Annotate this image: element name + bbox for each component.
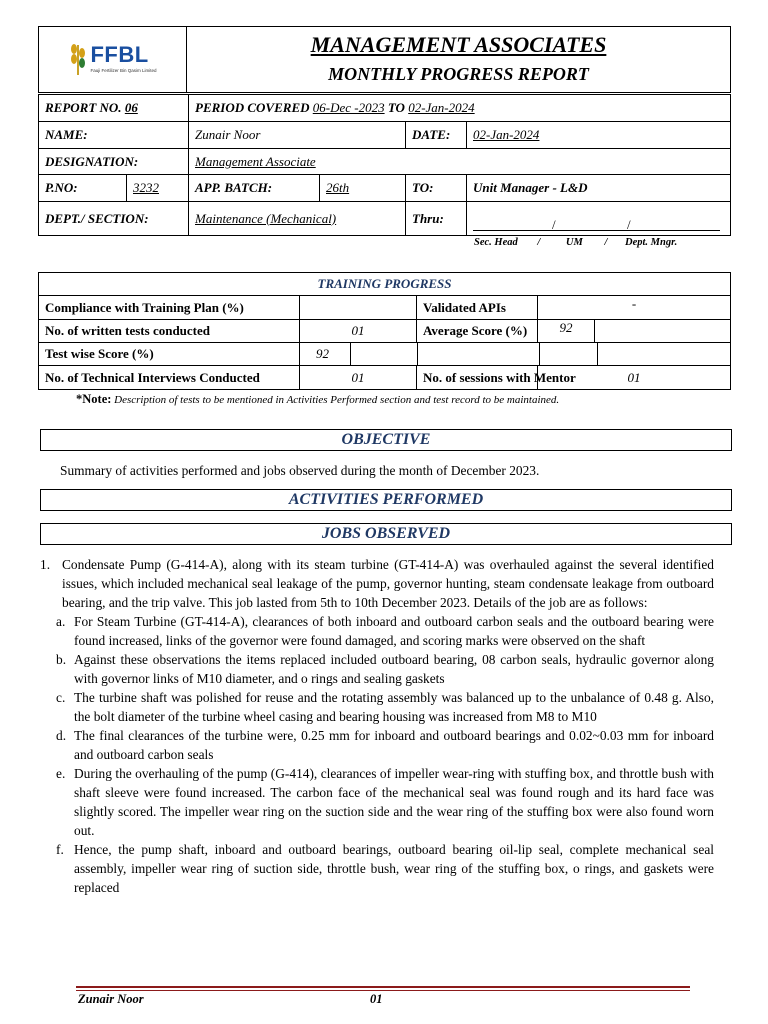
jobs-observed-heading: JOBS OBSERVED bbox=[40, 523, 732, 545]
thru-signature-line: / / bbox=[467, 202, 731, 236]
technical-interviews-label: No. of Technical Interviews Conducted bbox=[39, 366, 300, 390]
subitem-text: The final clearances of the turbine were, 0.25 mm for inboard and outboard bearings and 0.02~0.03 mm for inboard and outboard carbon seals bbox=[74, 728, 714, 762]
average-score-label: Average Score (%) bbox=[417, 320, 538, 343]
designation-label: DESIGNATION: bbox=[39, 149, 189, 175]
training-progress-title: TRAINING PROGRESS bbox=[39, 273, 731, 296]
subitem-letter: e. bbox=[56, 766, 66, 781]
testwise-score-cells bbox=[351, 343, 731, 366]
title-block bbox=[38, 26, 731, 93]
dept-value: Maintenance (Mechanical) bbox=[189, 202, 406, 236]
batch-label: APP. BATCH: bbox=[189, 175, 320, 202]
footer-name: Zunair Noor bbox=[78, 992, 144, 1006]
subitem-text: The turbine shaft was polished for reuse and the rotating assembly was balanced up to the unbalance of 0.48 g. Also, the bolt diameter of the turbine wheel casing and bearing housing was increased from M8 to M10 bbox=[74, 690, 714, 724]
signature-captions: Sec. Head / UM / Dept. Mngr. bbox=[474, 237, 678, 248]
period-cell: PERIOD COVERED 06-Dec -2023 TO 02-Jan-2024 bbox=[189, 95, 731, 122]
jobs-list bbox=[40, 555, 714, 897]
job-subitem bbox=[56, 726, 714, 764]
job-item bbox=[40, 555, 714, 612]
average-score-extra bbox=[595, 320, 731, 343]
mentor-sessions-label: No. of sessions with Mentor bbox=[417, 366, 538, 390]
name-label: NAME: bbox=[39, 122, 189, 149]
job-subitem bbox=[56, 650, 714, 688]
report-title: MANAGEMENT ASSOCIATES bbox=[310, 32, 607, 57]
company-logo bbox=[68, 41, 156, 75]
job-subitem bbox=[56, 840, 714, 897]
footer-rule bbox=[76, 986, 690, 991]
date-value: 02-Jan-2024 bbox=[467, 122, 731, 149]
thru-label: Thru: bbox=[406, 202, 467, 236]
subitem-letter: f. bbox=[56, 842, 64, 857]
job-subitem bbox=[56, 612, 714, 650]
report-info-table bbox=[38, 94, 731, 236]
activities-performed-heading: ACTIVITIES PERFORMED bbox=[40, 489, 732, 511]
name-value: Zunair Noor bbox=[189, 122, 406, 149]
objective-text: Summary of activities performed and jobs observed during the month of December 2023. bbox=[60, 463, 540, 478]
subitem-text: Against these observations the items replaced included outboard bearing, 08 carbon seals, hydraulic governor along with governor links of M10 diameter, and o rings and sealing gaskets bbox=[74, 652, 714, 686]
subitem-text: For Steam Turbine (GT-414-A), clearances of both inboard and outboard carbon seals and the outboard bearing were found increased, links of the governor were found damaged, and scoring marks were observed on the shaft bbox=[74, 614, 714, 648]
average-score-value: 92 bbox=[538, 320, 595, 343]
training-note: *Note: Description of tests to be mentioned in Activities Performed section and test record to be maintained. bbox=[76, 392, 560, 406]
report-subtitle: MONTHLY PROGRESS REPORT bbox=[328, 64, 589, 84]
validated-apis-value: - bbox=[538, 296, 731, 320]
date-label: DATE: bbox=[406, 122, 467, 149]
to-label: TO: bbox=[406, 175, 467, 202]
logo-cell bbox=[39, 27, 187, 93]
dept-label: DEPT./ SECTION: bbox=[39, 202, 189, 236]
batch-value: 26th bbox=[320, 175, 406, 202]
validated-apis-label: Validated APIs bbox=[417, 296, 538, 320]
subitem-text: Hence, the pump shaft, inboard and outboard bearings, outboard bearing oil-lip seal, complete mechanical seal assembly, impeller wear ring of suction side, throttle bush, wear ring of the stuffing box, o rings, and gaskets were replaced bbox=[74, 842, 714, 895]
objective-heading: OBJECTIVE bbox=[40, 429, 732, 451]
job-subitem bbox=[56, 764, 714, 840]
footer-page-number: 01 bbox=[370, 992, 383, 1006]
testwise-score-value: 92 bbox=[300, 343, 351, 366]
written-tests-value: 01 bbox=[300, 320, 417, 343]
subitem-text: During the overhauling of the pump (G-414), clearances of impeller wear-ring with stuffing box, and throttle bush with shaft sleeve were found increased. The carbon face of the mechanical seal was found rough and its hard face was slightly scored. The impeller wear ring on the suction side and the wear ring of the stuffing box were also found worn out. bbox=[74, 766, 714, 838]
logo-text: FFBL bbox=[90, 42, 149, 67]
report-no-cell: REPORT NO. 06 bbox=[39, 95, 189, 122]
testwise-score-label: Test wise Score (%) bbox=[39, 343, 300, 366]
job-number: 1. bbox=[40, 557, 51, 572]
compliance-label: Compliance with Training Plan (%) bbox=[39, 296, 300, 320]
mentor-sessions-value: 01 bbox=[538, 366, 731, 390]
pno-label: P.NO: bbox=[39, 175, 127, 202]
subitem-letter: c. bbox=[56, 690, 66, 705]
compliance-value bbox=[300, 296, 417, 320]
pno-value: 3232 bbox=[127, 175, 189, 202]
subitem-letter: b. bbox=[56, 652, 67, 667]
training-progress-table bbox=[38, 272, 731, 390]
job-subitem bbox=[56, 688, 714, 726]
logo-subtext: Fauji Fertilizer Bin Qasim Limited bbox=[90, 68, 157, 73]
job-description: Condensate Pump (G-414-A), along with its steam turbine (GT-414-A) was overhauled against the several identified issues, which included mechanical seal leakage of the pump, governor hunting, steam condensate leakage from outboard bearing, and the trip valve. This job lasted from 5th to 10th December 2023. Details of the job are as follows: bbox=[62, 557, 714, 610]
to-value: Unit Manager - L&D bbox=[467, 175, 731, 202]
wheat-icon bbox=[68, 41, 88, 75]
designation-value: Management Associate bbox=[189, 149, 731, 175]
title-cell bbox=[187, 27, 731, 93]
subitem-letter: d. bbox=[56, 728, 67, 743]
subitem-letter: a. bbox=[56, 614, 66, 629]
technical-interviews-value: 01 bbox=[300, 366, 417, 390]
written-tests-label: No. of written tests conducted bbox=[39, 320, 300, 343]
